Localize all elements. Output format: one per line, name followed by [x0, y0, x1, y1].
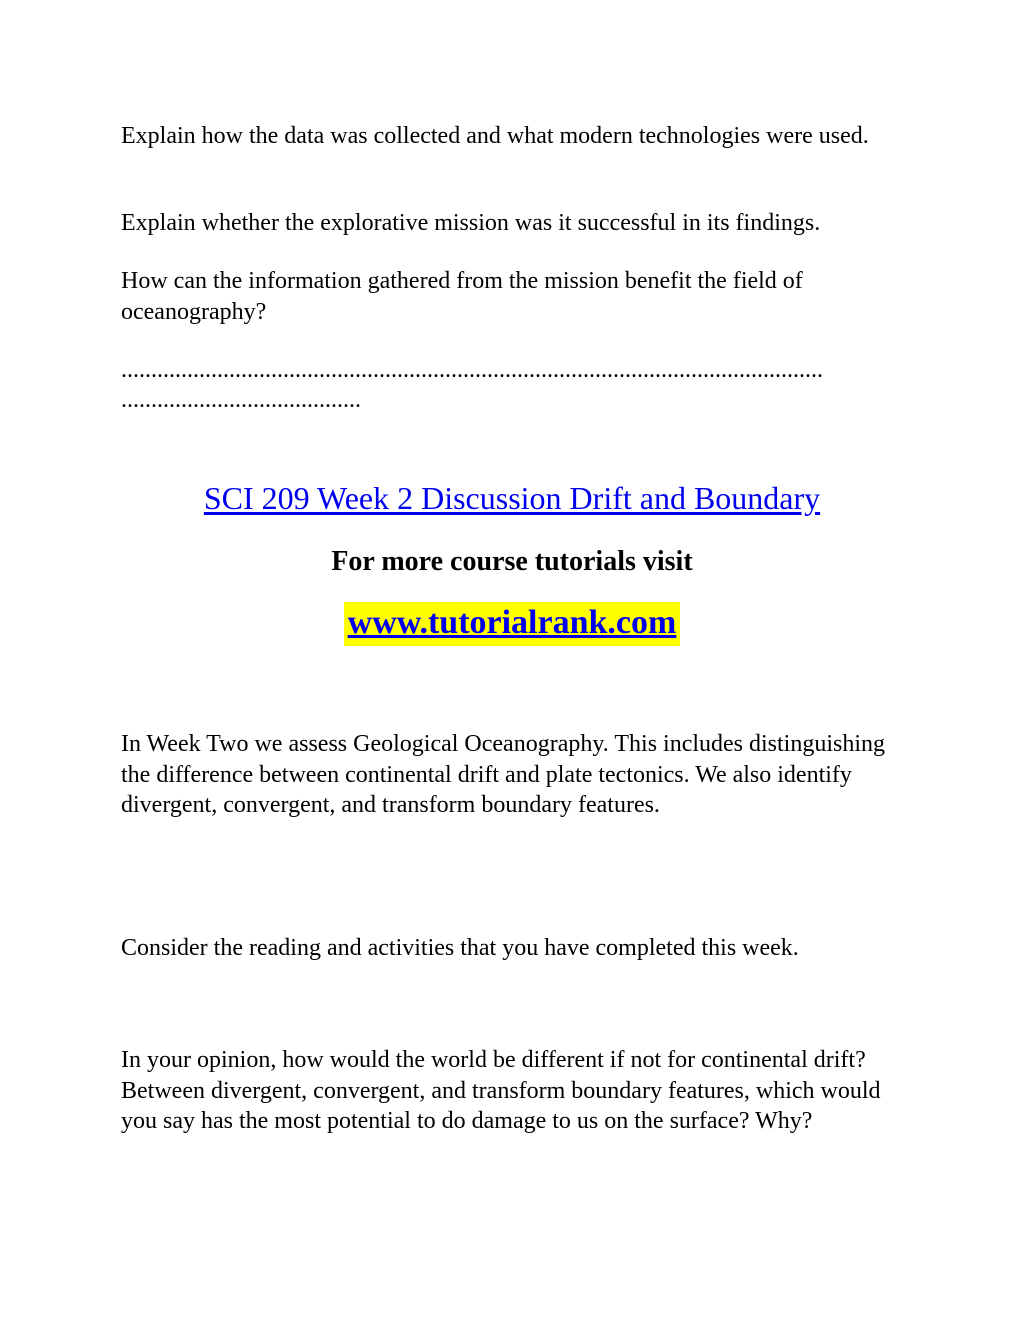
- paragraph-oceanography-benefit: How can the information gathered from the mission benefit the field of oceanography?: [121, 268, 803, 325]
- paragraph-opinion-question: In your opinion, how would the world be different if not for continental drift? Between divergent, convergent, and transform boundary features, which would you say has the most potential to do damage to us on the surface? Why?: [121, 1047, 881, 1134]
- dotted-separator-line-2: ........................................: [121, 387, 361, 413]
- tutorialrank-site-link[interactable]: www.tutorialrank.com: [344, 602, 681, 646]
- visit-text: For more course tutorials visit: [331, 546, 693, 577]
- paragraph-consider-reading: Consider the reading and activities that you have completed this week.: [121, 935, 799, 961]
- paragraph-week-two-intro: In Week Two we assess Geological Oceanography. This includes distinguishing the difference between continental drift and plate tectonics. We also identify divergent, convergent, and transform boundary features.: [121, 731, 886, 818]
- paragraph-data-collection: Explain how the data was collected and what modern technologies were used.: [121, 123, 869, 149]
- title-link-container: [0, 480, 1024, 517]
- paragraph-mission-success: Explain whether the explorative mission was it successful in its findings.: [121, 210, 821, 236]
- site-link-container: [0, 604, 1024, 642]
- course-title-link[interactable]: SCI 209 Week 2 Discussion Drift and Boundary: [203, 480, 821, 516]
- dotted-separator-line-1: .....................................................................................................................: [121, 357, 823, 383]
